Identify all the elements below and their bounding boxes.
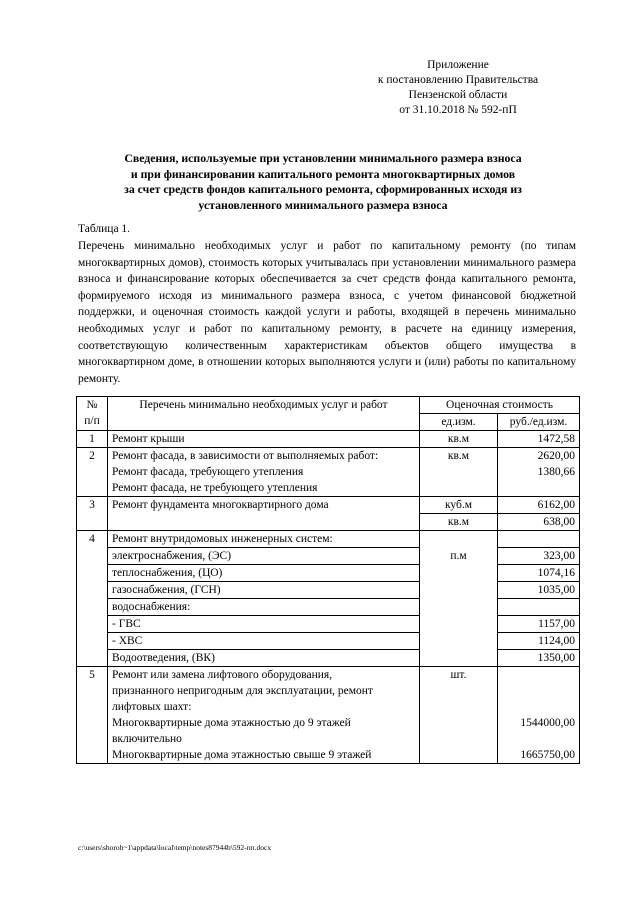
table-row	[77, 667, 580, 764]
row-cost: 1074,16	[498, 565, 580, 582]
row-name: Ремонт фасада, в зависимости от выполняемых работ: Ремонт фасада, требующего утепления Ремонт фасада, не требующего утепления	[108, 448, 420, 497]
table-row	[77, 650, 580, 667]
row-unit: кв.м	[420, 448, 498, 497]
appendix-line: Пензенской области	[408, 89, 508, 101]
row-name: - ГВС	[108, 616, 420, 633]
table-row	[77, 599, 580, 616]
row-num: 2	[77, 448, 108, 497]
row-num: 5	[77, 667, 108, 764]
header-list: Перечень минимально необходимых услуг и работ	[108, 397, 420, 431]
row-unit: кв.м	[420, 431, 498, 448]
table-row	[77, 582, 580, 599]
row-unit: шт.	[420, 667, 498, 764]
row-cost: 638,00	[498, 514, 580, 531]
table-row	[77, 565, 580, 582]
row-cost: 1544000,00 1665750,00	[498, 667, 580, 764]
row-cost: 6162,00	[498, 497, 580, 514]
row-name: водоснабжения:	[108, 599, 420, 616]
appendix-line: Приложение	[427, 59, 489, 71]
row-name: Ремонт внутридомовых инженерных систем:	[108, 531, 420, 548]
table-row	[77, 531, 580, 548]
header-num: № п/п	[77, 397, 108, 431]
row-name: Водоотведения, (ВК)	[108, 650, 420, 667]
row-cost: 1124,00	[498, 633, 580, 650]
row-cost: 1350,00	[498, 650, 580, 667]
table-header-row	[77, 397, 580, 414]
row-num: 3	[77, 497, 108, 531]
table-label: Таблица 1.	[78, 223, 131, 235]
title-line: за счет средств фондов капитального ремонта, сформированных исходя из	[124, 182, 522, 196]
row-num: 4	[77, 531, 108, 667]
row-unit: куб.м	[420, 497, 498, 514]
row-name: - ХВС	[108, 633, 420, 650]
row-cost: 323,00	[498, 548, 580, 565]
row-num: 1	[77, 431, 108, 448]
table-row	[77, 633, 580, 650]
title-line: установленного минимального размера взноса	[198, 197, 448, 212]
table-row	[77, 431, 580, 448]
row-cost: 1472,58	[498, 431, 580, 448]
services-table	[76, 396, 580, 764]
row-unit-empty	[420, 531, 498, 548]
row-name: Ремонт или замена лифтового оборудования, признанного непригодным для эксплуатации, ремонт лифтовых шахт: Многоквартирные дома этажностью до 9 этажей включительно Многоквартирные дома этажностью свыше 9 этажей	[108, 667, 420, 764]
table-row	[77, 548, 580, 565]
row-name: газоснабжения, (ГСН)	[108, 582, 420, 599]
row-name: электроснабжения, (ЭС)	[108, 548, 420, 565]
row-cost: 2620,00 1380,66	[498, 448, 580, 497]
title-line: Сведения, используемые при установлении минимального размера взноса	[124, 151, 522, 165]
title-line: и при финансировании капитального ремонта многоквартирных домов	[130, 166, 516, 181]
table-row	[77, 448, 580, 497]
row-unit: п.м	[420, 548, 498, 667]
row-unit: кв.м	[420, 514, 498, 531]
table-row	[77, 497, 580, 514]
file-path-footer: c:\users\shoroh~1\appdata\local\temp\notes87944b\592-пп.docx	[78, 843, 272, 852]
header-rub: руб./ед.изм.	[498, 414, 580, 431]
row-cost: 1035,00	[498, 582, 580, 599]
table-row	[77, 616, 580, 633]
row-name: Ремонт крыши	[108, 431, 420, 448]
appendix-header	[338, 58, 578, 118]
row-cost	[498, 599, 580, 616]
row-cost-empty	[498, 531, 580, 548]
appendix-date: от 31.10.2018 № 592-пП	[399, 104, 517, 116]
intro-paragraph: Перечень минимально необходимых услуг и работ по капитальному ремонту (по типам многоквартирных домов), стоимость которых учитывалась при установлении минимального размера взноса и финансирование которых обеспечивается за счет средств фонда капитального ремонта, формируемого исходя из минимального размера взноса, с учетом финансовой бюджетной поддержки, и оценочная стоимость каждой услуги и работы, входящей в перечень минимально необходимых услуг и работ по капитальному ремонту, в расчете на единицу измерения, соответствующую количественным характеристикам объектов общего имущества в многоквартирном доме, в отношении которых выполняются услуги и (или) работы по капитальному ремонту.	[78, 240, 576, 385]
row-name: Ремонт фундамента многоквартирного дома	[108, 497, 420, 531]
document-title	[78, 151, 568, 213]
appendix-line: к постановлению Правительства	[377, 74, 539, 86]
header-cost: Оценочная стоимость	[420, 397, 580, 414]
header-unit: ед.изм.	[420, 414, 498, 431]
row-cost: 1157,00	[498, 616, 580, 633]
row-name: теплоснабжения, (ЦО)	[108, 565, 420, 582]
